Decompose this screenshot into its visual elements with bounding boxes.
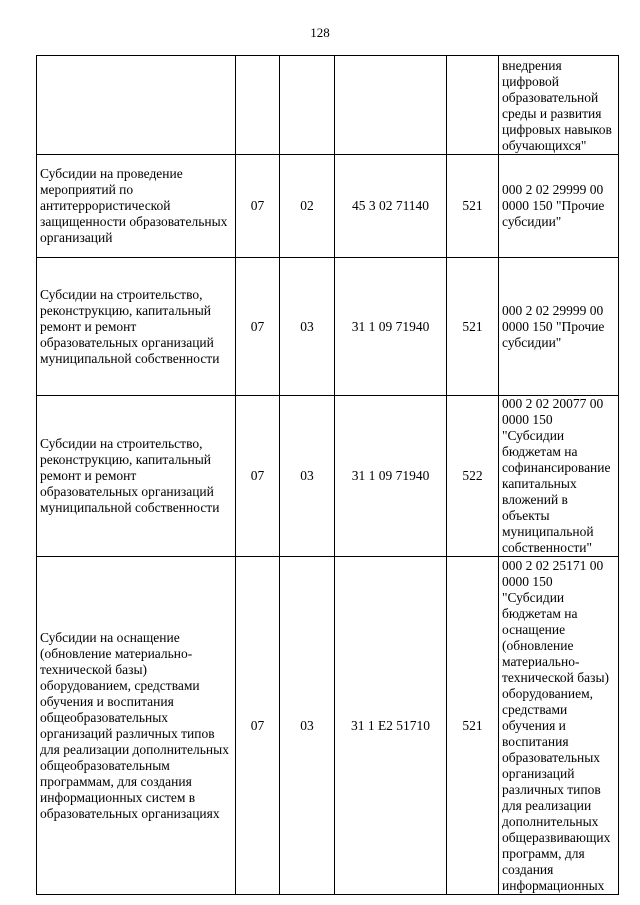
cell-target-article: 31 1 09 71940 [335, 396, 447, 557]
cell-target-article: 31 1 09 71940 [335, 258, 447, 396]
cell-name: Субсидии на оснащение (обновление материально-технической базы) оборудованием, средствами обучения и воспитания общеобразовательных организаций различных типов для реализации дополнительных общеобразовательным программам, для создания информационных систем в образовательных организациях [37, 557, 236, 895]
cell-income-code: 000 2 02 29999 00 0000 150 "Прочие субсидии" [499, 258, 619, 396]
cell-expense-type: 521 [447, 258, 499, 396]
cell-income-code: 000 2 02 25171 00 0000 150 "Субсидии бюджетам на оснащение (обновление материально-технической базы) оборудованием, средствами обучения и воспитания образовательных организаций различных типов для реализации дополнительных общеразвивающих программ, для создания информационных [499, 557, 619, 895]
cell-section: 07 [236, 396, 280, 557]
table-row [37, 56, 619, 155]
cell-name: Субсидии на проведение мероприятий по антитеррористической защищенности образовательных организаций [37, 155, 236, 258]
page-number: 128 [310, 25, 330, 40]
cell-expense-type [447, 56, 499, 155]
cell-section: 07 [236, 155, 280, 258]
table-row [37, 557, 619, 895]
cell-subsection: 03 [280, 396, 335, 557]
table-row [37, 155, 619, 258]
cell-name: Субсидии на строительство, реконструкцию, капитальный ремонт и ремонт образовательных организаций муниципальной собственности [37, 396, 236, 557]
cell-section: 07 [236, 557, 280, 895]
cell-section: 07 [236, 258, 280, 396]
cell-expense-type: 522 [447, 396, 499, 557]
cell-subsection: 03 [280, 258, 335, 396]
cell-income-code: 000 2 02 20077 00 0000 150 "Субсидии бюджетам на софинансирование капитальных вложений в объекты муниципальной собственности" [499, 396, 619, 557]
cell-income-code: 000 2 02 29999 00 0000 150 "Прочие субсидии" [499, 155, 619, 258]
table-row [37, 258, 619, 396]
cell-name [37, 56, 236, 155]
cell-income-code: внедрения цифровой образовательной среды и развития цифровых навыков обучающихся" [499, 56, 619, 155]
cell-section [236, 56, 280, 155]
cell-subsection: 02 [280, 155, 335, 258]
cell-name: Субсидии на строительство, реконструкцию, капитальный ремонт и ремонт образовательных организаций муниципальной собственности [37, 258, 236, 396]
cell-target-article: 45 3 02 71140 [335, 155, 447, 258]
budget-table [36, 55, 619, 895]
cell-subsection: 03 [280, 557, 335, 895]
cell-target-article [335, 56, 447, 155]
cell-target-article: 31 1 Е2 51710 [335, 557, 447, 895]
table-row [37, 396, 619, 557]
cell-subsection [280, 56, 335, 155]
cell-expense-type: 521 [447, 155, 499, 258]
cell-expense-type: 521 [447, 557, 499, 895]
